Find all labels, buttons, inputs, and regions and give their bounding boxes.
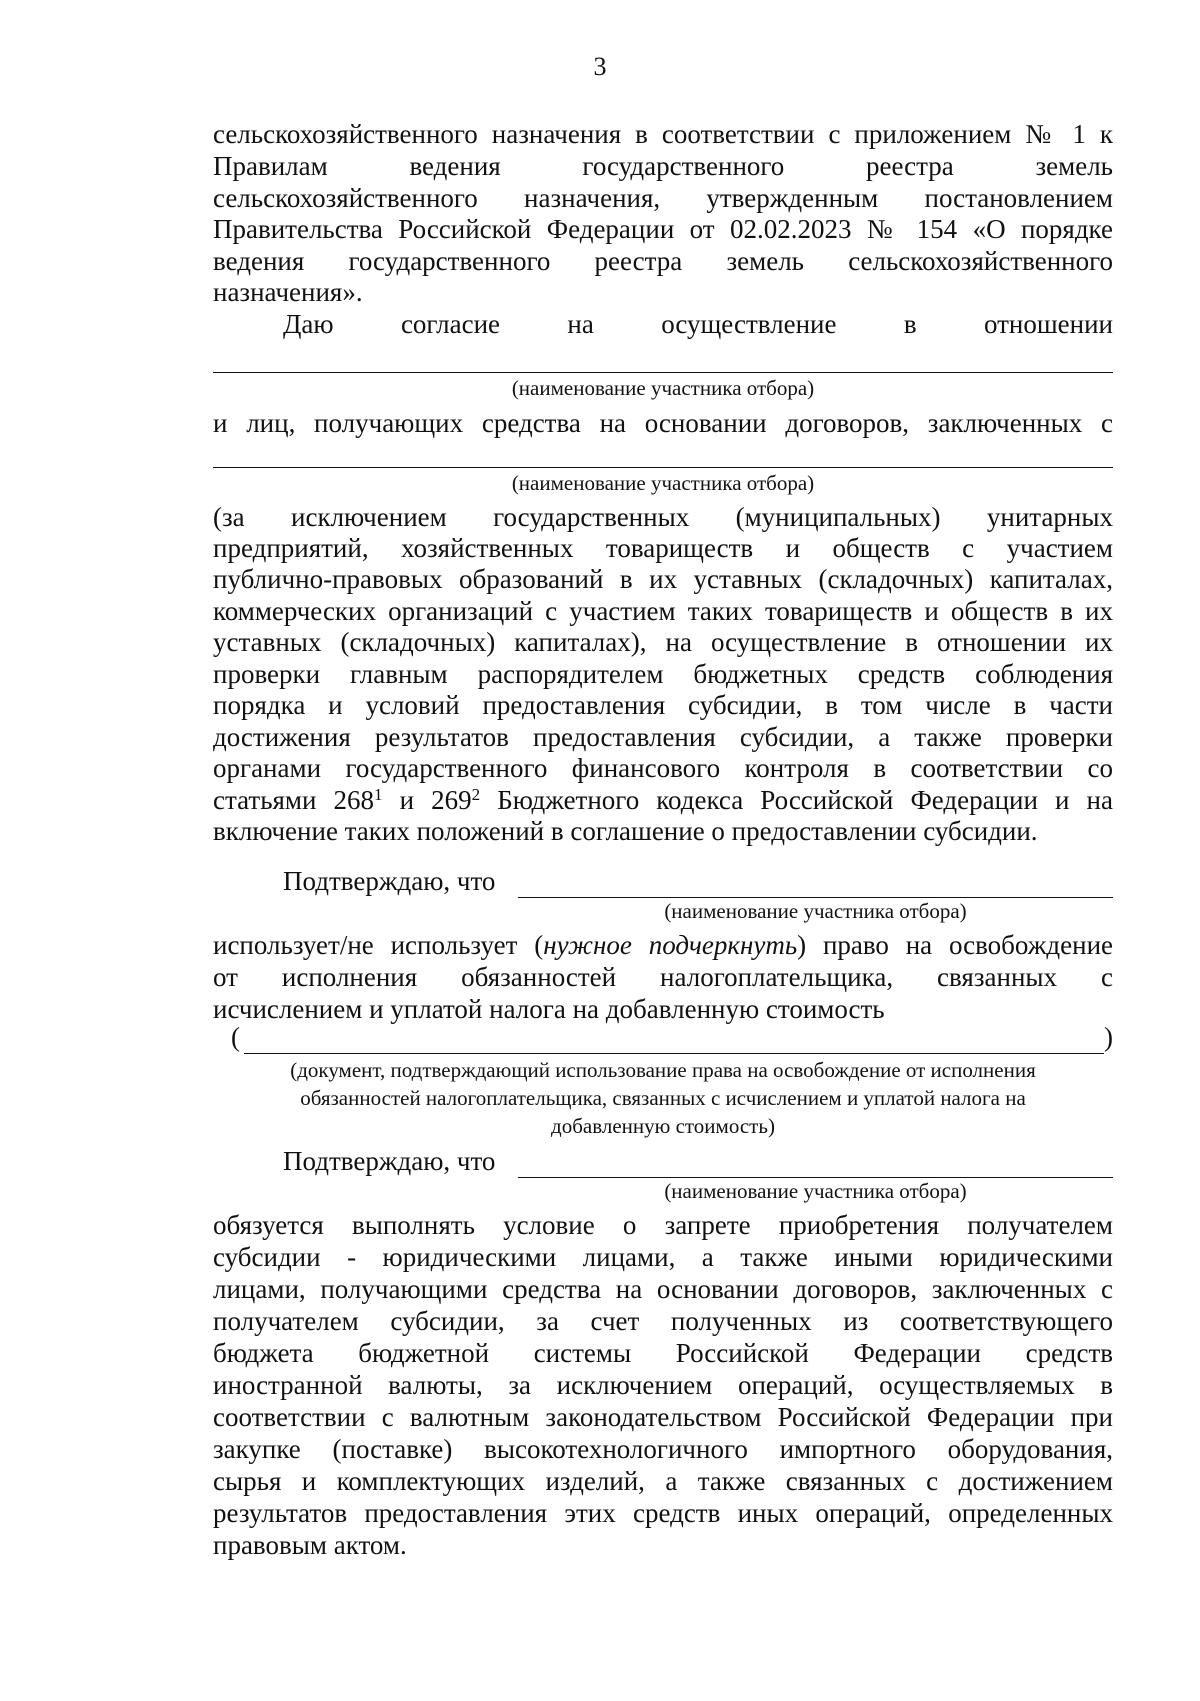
exclusion-line-9: органами государственного финансового контроля в соответствии со: [213, 753, 1113, 783]
persons-line: и лиц, получающих средства на основании договоров, заключенных с: [213, 408, 1113, 438]
obligation-line-1: обязуется выполнять условие о запрете приобретения получателем: [213, 1210, 1113, 1240]
page-number: 3: [593, 52, 607, 81]
exclusion-line-6: проверки главным распорядителем бюджетных средств соблюдения: [213, 659, 1113, 689]
obligation-line-11: правовым актом.: [213, 1530, 407, 1560]
participant-blank-1[interactable]: [213, 372, 1113, 373]
document-hint-1: (документ, подтверждающий использование права на освобождение от исполнения: [290, 1058, 1036, 1082]
exclusion-line-5: уставных (складочных) капиталах), на осуществление в отношении их: [213, 627, 1113, 657]
participant-blank-2[interactable]: [213, 467, 1113, 468]
participant-hint-4: (наименование участника отбора): [664, 1179, 967, 1203]
obligation-line-3: лицами, получающими средства на основании договоров, заключенных с: [213, 1274, 1113, 1304]
obligation-line-7: соответствии с валютным законодательством Российской Федерации при: [213, 1402, 1113, 1432]
obligation-line-10: результатов предоставления этих средств иных операций, определенных: [213, 1498, 1113, 1528]
intro-line-3: сельскохозяйственного назначения, утвержденным постановлением: [213, 183, 1113, 213]
obligation-line-9: сырья и комплектующих изделий, а также связанных с достижением: [213, 1466, 1113, 1496]
exclusion-line-1: (за исключением государственных (муниципальных) унитарных: [213, 502, 1113, 532]
obligation-line-8: закупке (поставке) высокотехнологичного импортного оборудования,: [213, 1434, 1113, 1464]
consent-line: Даю согласие на осуществление в отношении: [283, 309, 1113, 339]
obligation-line-4: получателем субсидии, за счет полученных из соответствующего: [213, 1306, 1113, 1336]
intro-line-1: сельскохозяйственного назначения в соответствии с приложением № 1 к: [213, 119, 1113, 149]
vat-line-3: исчислением и уплатой налога на добавленную стоимость: [213, 994, 885, 1024]
obligation-line-5: бюджета бюджетной системы Российской Федерации средств: [213, 1338, 1113, 1368]
paren-open: (: [231, 1022, 240, 1052]
vat-prefix: использует/не использует (: [213, 930, 544, 960]
intro-line-4: Правительства Российской Федерации от 02.02.2023 № 154 «О порядке: [213, 214, 1113, 244]
vat-italic-note: нужное подчеркнуть: [543, 930, 798, 960]
confirm-label-1: Подтверждаю, что: [283, 866, 496, 896]
inclusion-line: включение таких положений в соглашение о предоставлении субсидии.: [213, 816, 1038, 846]
participant-hint-3: (наименование участника отбора): [664, 899, 967, 923]
vat-suffix: ) право на освобождение: [797, 930, 1113, 960]
article-superscript-2: 2: [471, 785, 481, 804]
exclusion-line-2: предприятий, хозяйственных товариществ и обществ с участием: [213, 533, 1113, 563]
articles-prefix: статьями 268: [213, 785, 375, 815]
intro-line-5: ведения государственного реестра земель сельскохозяйственного: [213, 246, 1113, 276]
document-hint-2: обязанностей налогоплательщика, связанных с исчислением и уплатой налога на: [300, 1086, 1026, 1110]
obligation-line-2: субсидии - юридическими лицами, а также иными юридическими: [213, 1242, 1113, 1272]
articles-line: [213, 784, 1113, 816]
articles-suffix: Бюджетного кодекса Российской Федерации и на: [480, 785, 1113, 815]
document-hint-3: добавленную стоимость): [551, 1114, 775, 1138]
obligation-line-6: иностранной валюты, за исключением операций, осуществляемых в: [213, 1370, 1113, 1400]
exclusion-line-8: достижения результатов предоставления субсидии, а также проверки: [213, 722, 1113, 752]
exclusion-line-4: коммерческих организаций с участием таких товариществ и обществ в их: [213, 596, 1113, 626]
participant-hint-2: (наименование участника отбора): [511, 471, 815, 495]
paren-close: ): [1104, 1022, 1113, 1052]
article-superscript-1: 1: [374, 785, 383, 804]
vat-line-2: от исполнения обязанностей налогоплательщика, связанных с: [213, 962, 1113, 992]
confirm-label-2: Подтверждаю, что: [283, 1146, 496, 1176]
articles-middle: и 269: [382, 785, 472, 815]
exclusion-line-7: порядка и условий предоставления субсидии, в том числе в части: [213, 690, 1113, 720]
intro-line-2: Правилам ведения государственного реестра земель: [213, 151, 1113, 181]
vat-line-1: [213, 929, 1113, 961]
participant-hint-1: (наименование участника отбора): [511, 376, 815, 400]
document-blank[interactable]: [244, 1053, 1104, 1054]
exclusion-line-3: публично-правовых образований в их уставных (складочных) капиталах,: [213, 564, 1113, 594]
intro-line-6: назначения».: [213, 277, 363, 307]
